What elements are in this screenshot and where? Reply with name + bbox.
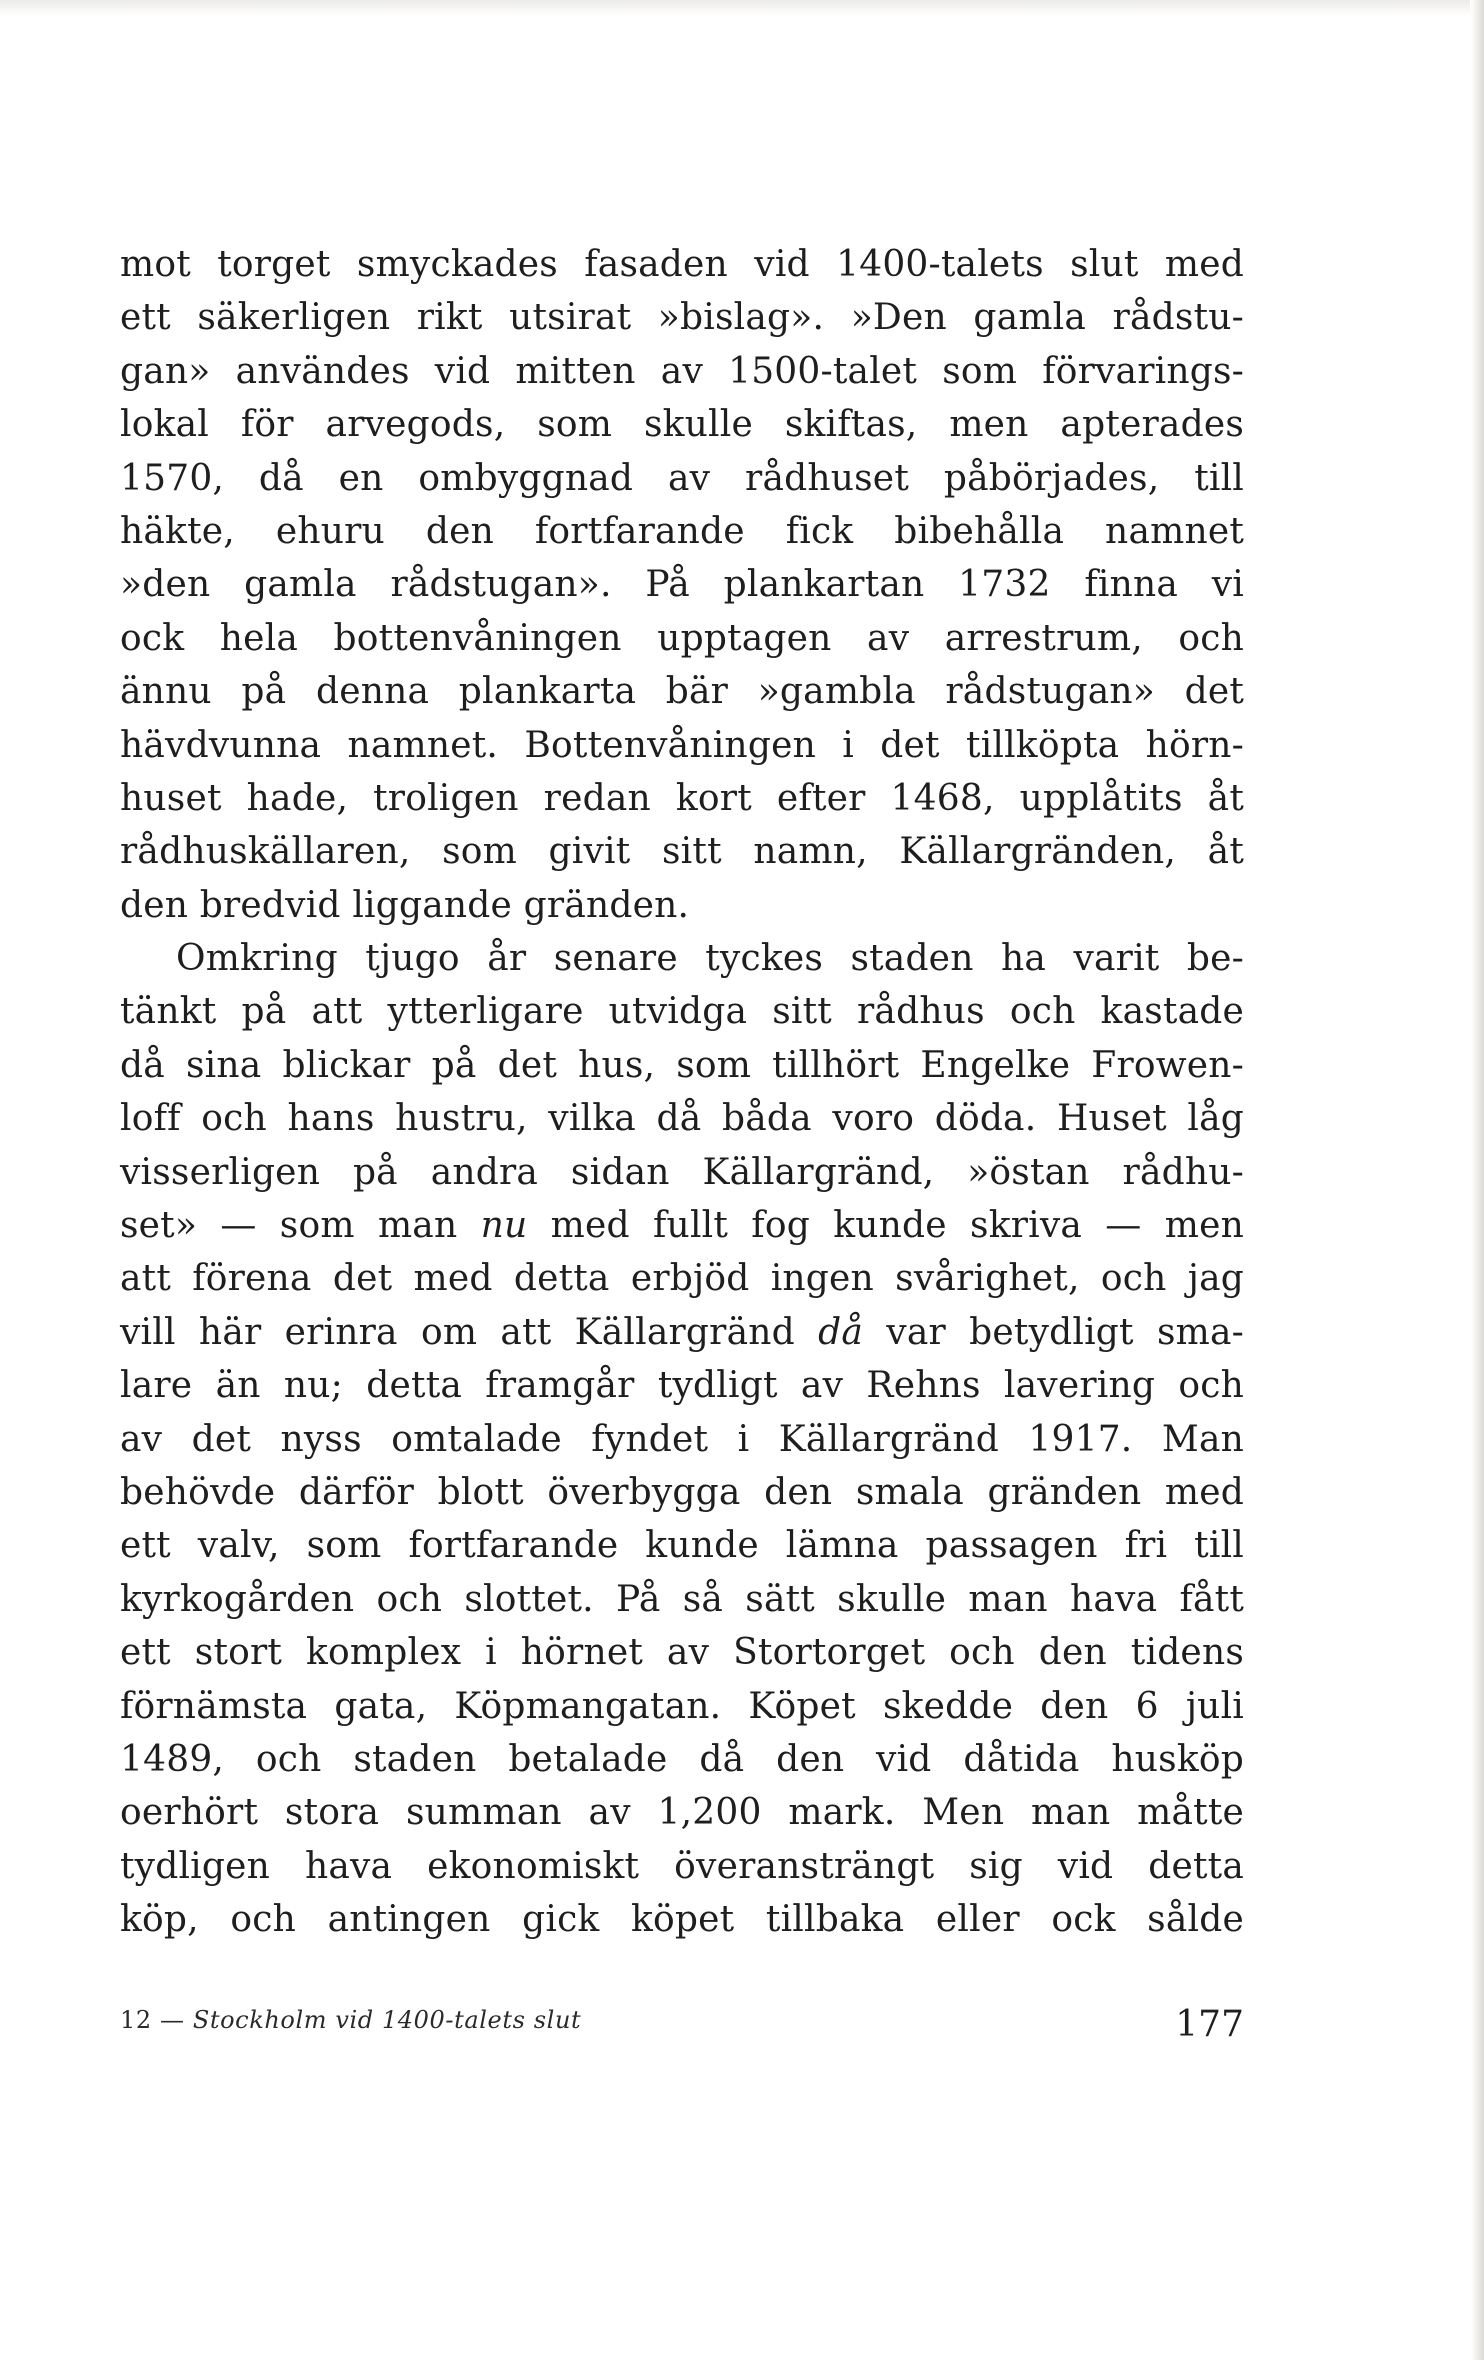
text-line: att förena det med detta erbjöd ingen svårighet, och jag [120,1258,1244,1300]
paragraph-start-line: Omkring tjugo år senare tyckes staden ha varit be- [176,938,1244,980]
text-segment: med fullt fog kunde skriva — men [527,1205,1244,1247]
text-line: då sina blickar på det hus, som tillhört Engelke Frowen- [120,1044,1244,1086]
text-line: häkte, ehuru den fortfarande fick bibehålla namnet [120,510,1244,552]
italic-word: nu [480,1205,528,1247]
text-line: hävdvunna namnet. Bottenvåningen i det tillköpta hörn- [120,724,1244,766]
text-line: rådhuskällaren, som givit sitt namn, Källargränden, åt [120,831,1244,873]
text-line: köp, och antingen gick köpet tillbaka eller ock sålde [120,1899,1244,1941]
text-line: gan» användes vid mitten av 1500-talet som förvarings- [120,350,1244,392]
text-line: tydligen hava ekonomiskt överansträngt sig vid detta [120,1845,1244,1887]
body-text [120,238,1244,1947]
text-line: »den gamla rådstugan». På plankartan 1732 finna vi [120,564,1244,606]
signature-title: Stockholm vid 1400-talets slut [192,2006,582,2034]
text-segment: var betydligt sma- [863,1311,1244,1353]
printer-signature [120,2006,581,2034]
text-line: 1570, då en ombyggnad av rådhuset påbörjades, till [120,457,1244,499]
text-line: oerhört stora summan av 1,200 mark. Men man måtte [120,1792,1244,1834]
page-number: 177 [1175,2004,1244,2045]
text-line: huset hade, troligen redan kort efter 1468, upplåtits åt [120,777,1244,819]
text-line: tänkt på att ytterligare utvidga sitt rådhus och kastade [120,991,1244,1033]
text-line: lokal för arvegods, som skulle skiftas, men apterades [120,404,1244,446]
text-line: 1489, och staden betalade då den vid dåtida husköp [120,1738,1244,1780]
text-line: behövde därför blott överbygga den smala gränden med [120,1471,1244,1513]
paragraph-end-line: den bredvid liggande gränden. [120,884,690,926]
text-line: av det nyss omtalade fyndet i Källargränd 1917. Man [120,1418,1244,1460]
signature-number: 12 [120,2006,152,2034]
scan-edge-right [1470,0,1484,2360]
text-line: kyrkogården och slottet. På så sätt skulle man hava fått [120,1578,1244,1620]
text-line: lare än nu; detta framgår tydligt av Rehns lavering och [120,1365,1244,1407]
text-line: ock hela bottenvåningen upptagen av arrestrum, och [120,617,1244,659]
text-segment: set» — som man [120,1205,481,1247]
text-segment: vill här erinra om att Källargränd [120,1311,819,1353]
text-line: ännu på denna plankarta bär »gambla rådstugan» det [120,671,1244,713]
text-line: ett stort komplex i hörnet av Stortorget och den tidens [120,1632,1244,1674]
text-line-with-italic [120,1306,1244,1359]
text-line: ett säkerligen rikt utsirat »bislag». »Den gamla rådstu- [120,297,1244,339]
text-line: mot torget smyckades fasaden vid 1400-talets slut med [120,244,1244,285]
text-line: förnämsta gata, Köpmangatan. Köpet skedde den 6 juli [120,1685,1244,1727]
italic-word: då [818,1311,864,1353]
scan-edge-top [0,0,1484,16]
text-line: loff och hans hustru, vilka då båda voro döda. Huset låg [120,1098,1244,1140]
text-line: visserligen på andra sidan Källargränd, »östan rådhu- [120,1151,1244,1193]
signature-dash: — [159,2006,185,2034]
text-line: ett valv, som fortfarande kunde lämna passagen fri till [120,1525,1244,1567]
text-line-with-italic [120,1199,1244,1252]
